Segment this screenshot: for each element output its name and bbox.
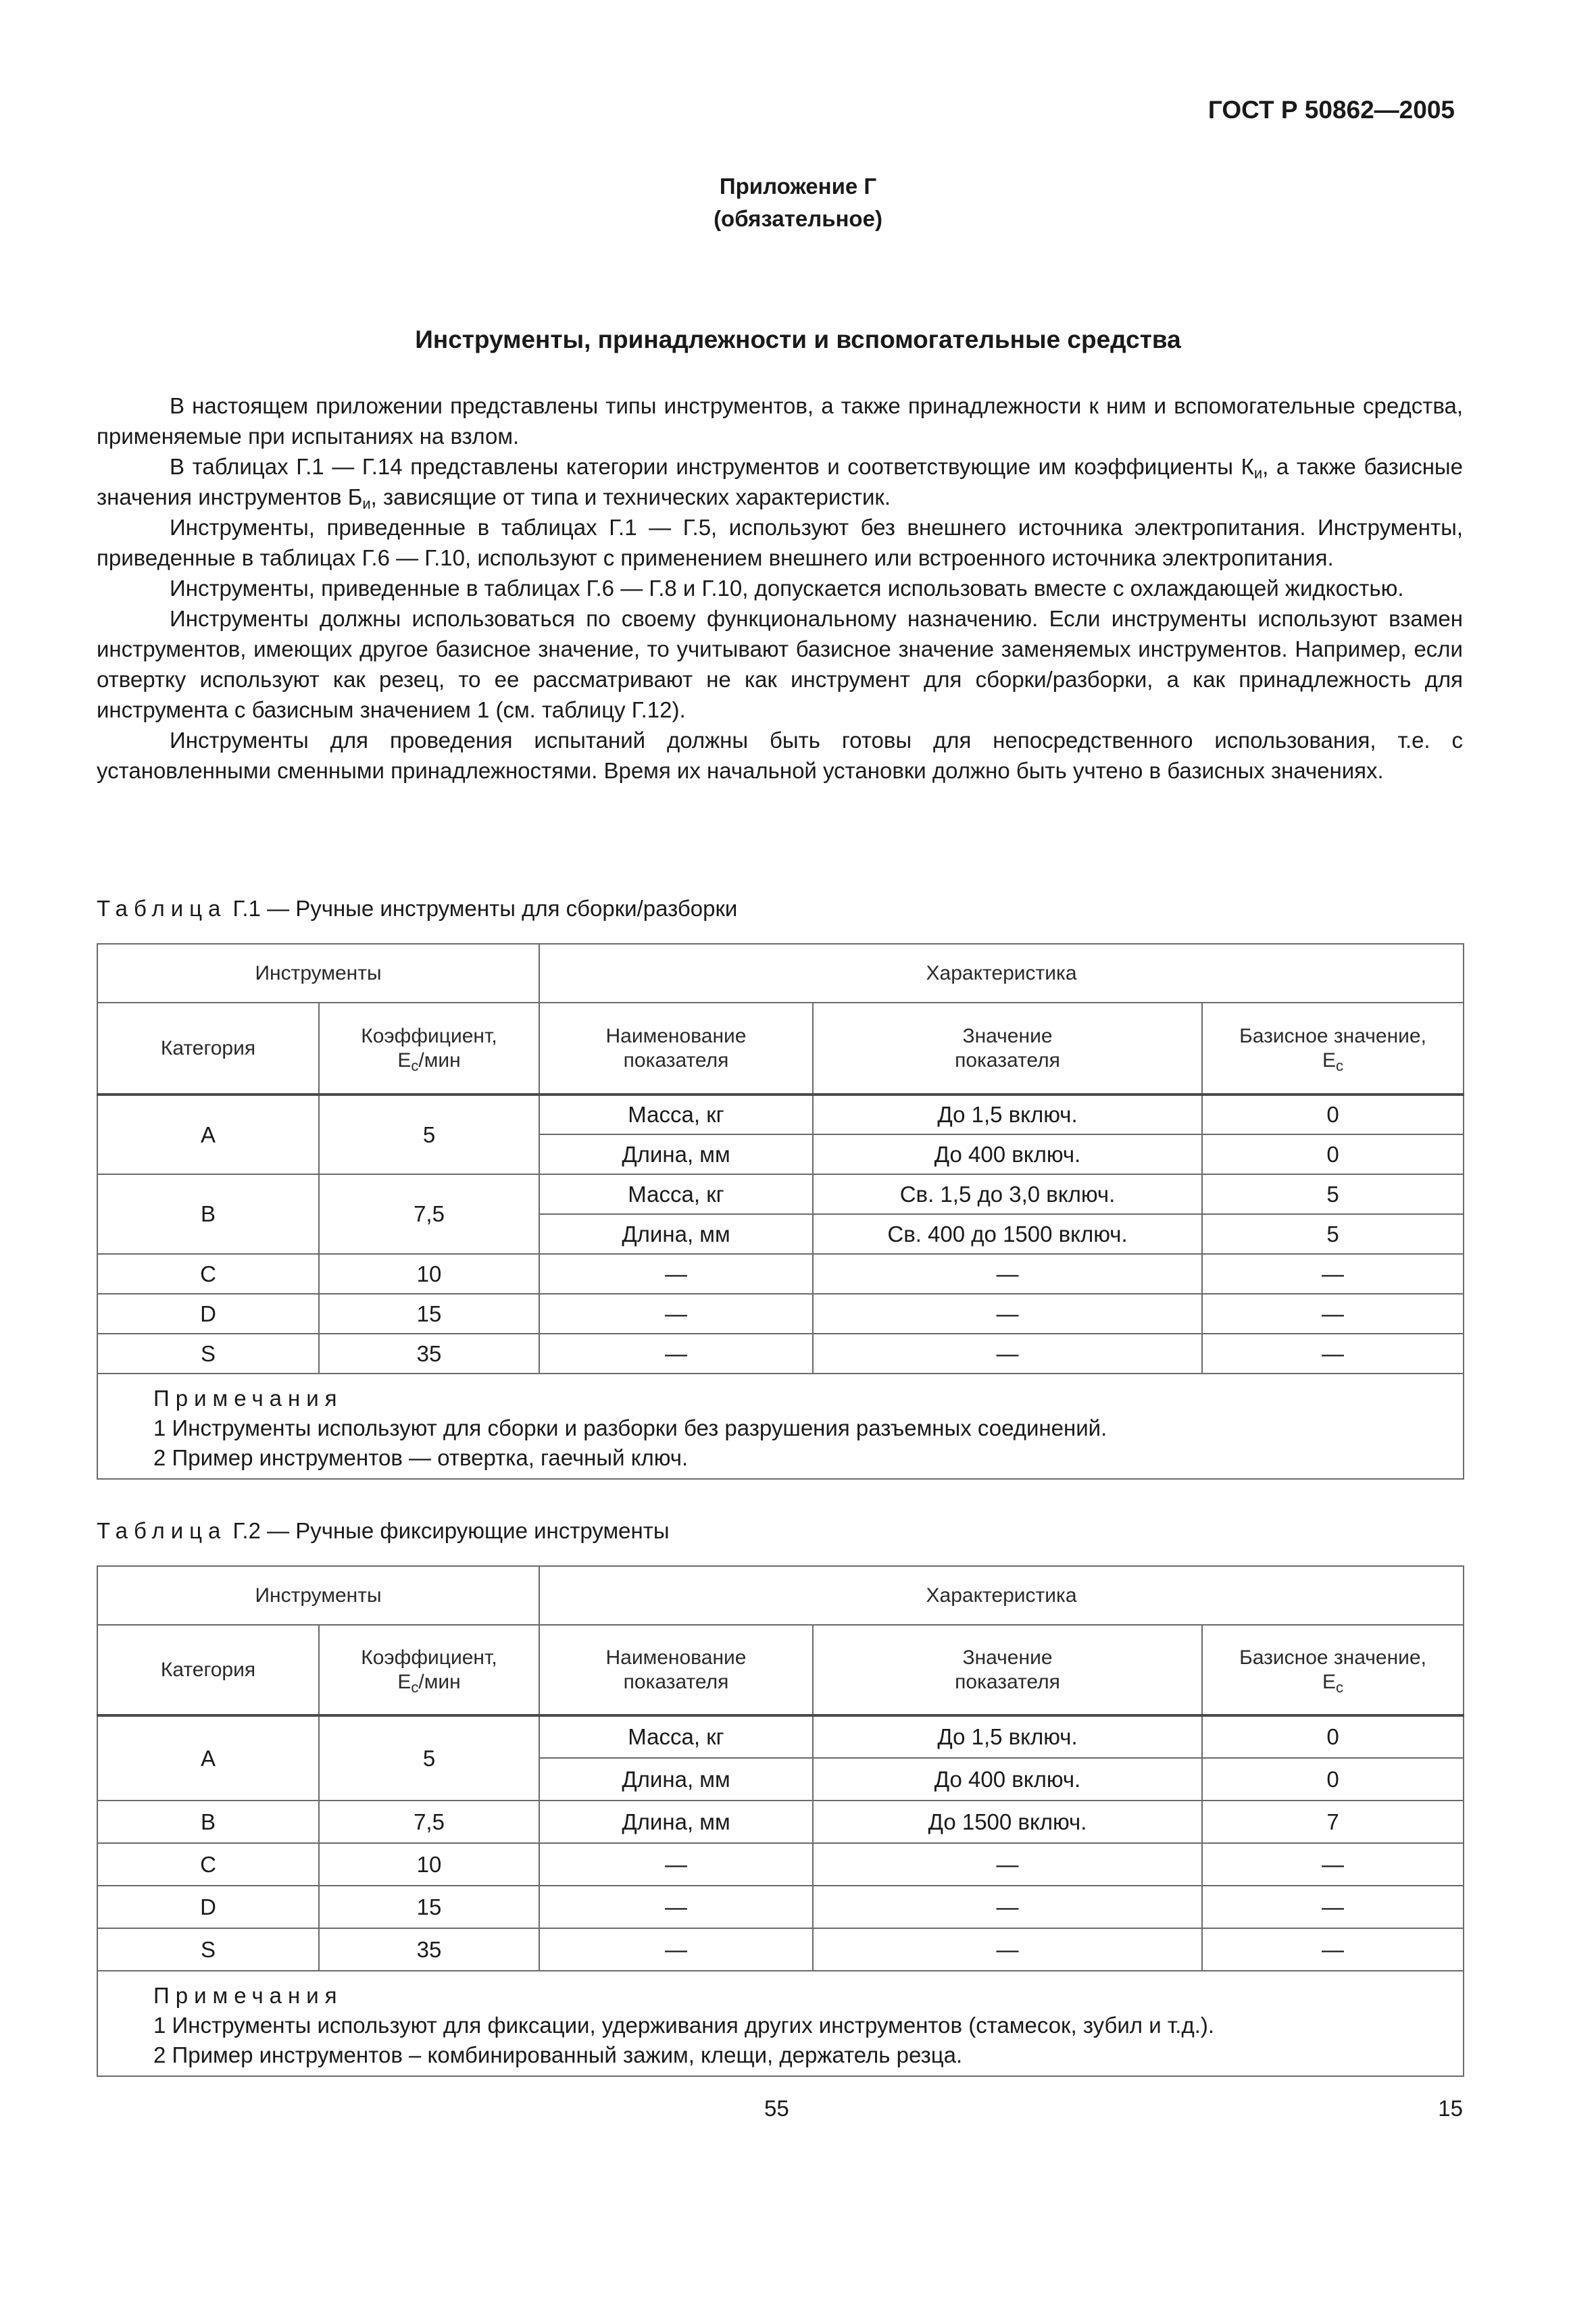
coef-cell: 7,5 <box>319 1801 539 1843</box>
coef-symbol: E <box>397 1049 412 1072</box>
table2-notes <box>97 1971 1464 2076</box>
coef-label: Коэффициент, <box>361 1646 497 1669</box>
name-line1: Наименование <box>605 1024 747 1047</box>
name-cell: Длина, мм <box>539 1134 813 1174</box>
value-line2: показателя <box>955 1049 1060 1072</box>
paragraph-2-end: , зависящие от типа и технических характеристик. <box>370 484 891 509</box>
category-cell: D <box>97 1886 319 1928</box>
category-cell: B <box>97 1174 319 1254</box>
name-cell: Длина, мм <box>539 1214 813 1254</box>
table2-header-characteristic: Характеристика <box>539 1566 1464 1625</box>
page-number-center: 55 <box>764 2096 789 2121</box>
name-cell: — <box>539 1334 813 1374</box>
coef-cell: 7,5 <box>319 1174 539 1254</box>
table1-header-coefficient <box>319 1003 539 1095</box>
name-cell: — <box>539 1254 813 1294</box>
category-cell: S <box>97 1334 319 1374</box>
page-number-right: 15 <box>1438 2096 1463 2121</box>
table2-header-category: Категория <box>97 1625 319 1715</box>
name-cell: Длина, мм <box>539 1758 813 1801</box>
table1-header-category: Категория <box>97 1003 319 1095</box>
value-cell: — <box>813 1294 1202 1334</box>
name-cell: Длина, мм <box>539 1801 813 1843</box>
paragraph-6: Инструменты для проведения испытаний должны быть готовы для непосредственного использования, т.е. с установленными сменными принадлежностями. Время их начальной установки должно быть учтено в базисных значениях. <box>97 728 1463 783</box>
table2-header-coefficient <box>319 1625 539 1715</box>
base-cell: 0 <box>1202 1095 1464 1134</box>
category-cell: C <box>97 1254 319 1294</box>
table2-header-base <box>1202 1625 1464 1715</box>
value-line1: Значение <box>962 1024 1053 1047</box>
base-line1: Базисное значение, <box>1239 1024 1426 1047</box>
paragraph-4: Инструменты, приведенные в таблицах Г.6 — Г.8 и Г.10, допускается использовать вместе с охлаждающей жидкостью. <box>170 576 1404 601</box>
name-cell: Масса, кг <box>539 1174 813 1214</box>
table-row <box>97 1254 1464 1294</box>
table1-header-name <box>539 1003 813 1095</box>
name-line1: Наименование <box>605 1646 747 1669</box>
table2-header-row2 <box>97 1625 1464 1715</box>
table-row <box>97 1294 1464 1334</box>
table1-header-row2 <box>97 1003 1464 1095</box>
k-subscript: и <box>1253 465 1263 482</box>
note-1: 1 Инструменты используют для сборки и разборки без разрушения разъемных соединений. <box>153 1415 1107 1440</box>
name-cell: Масса, кг <box>539 1715 813 1758</box>
base-cell: — <box>1202 1843 1464 1886</box>
value-cell: До 400 включ. <box>813 1134 1202 1174</box>
value-cell: До 1,5 включ. <box>813 1715 1202 1758</box>
table1-notes <box>97 1374 1464 1479</box>
value-cell: До 1500 включ. <box>813 1801 1202 1843</box>
table1-caption <box>97 896 737 922</box>
base-subscript: c <box>1336 1678 1344 1696</box>
table-row <box>97 1843 1464 1886</box>
base-cell: 0 <box>1202 1134 1464 1174</box>
table-row <box>97 1928 1464 1971</box>
name-cell: — <box>539 1886 813 1928</box>
value-line1: Значение <box>962 1646 1053 1669</box>
paragraph-5: Инструменты должны использоваться по своему функциональному назначению. Если инструменты используют взамен инструментов, имеющих другое базисное значение, то учитывают базисное значение заменяемых инструментов. Например, если отвертку используют как резец, то ее рассматривают не как инструмент для сборки/разборки, а как принадлежность для инструмента с базисным значением 1 (см. таблицу Г.12). <box>97 606 1463 722</box>
annex-status: (обязательное) <box>714 206 882 231</box>
category-cell: C <box>97 1843 319 1886</box>
coef-cell: 10 <box>319 1843 539 1886</box>
category-cell: A <box>97 1715 319 1801</box>
table2-caption <box>97 1518 670 1544</box>
base-symbol: E <box>1322 1049 1337 1072</box>
standard-code: ГОСТ Р 50862—2005 <box>1207 96 1455 124</box>
base-symbol: E <box>1322 1670 1337 1693</box>
name-line2: показателя <box>623 1049 729 1072</box>
table1-caption-text: Г.1 — Ручные инструменты для сборки/разборки <box>226 896 738 921</box>
value-cell: — <box>813 1334 1202 1374</box>
table2-caption-label: Таблица <box>97 1518 227 1543</box>
base-cell: — <box>1202 1254 1464 1294</box>
table2-notes-row <box>97 1971 1464 2076</box>
table1-notes-row <box>97 1374 1464 1479</box>
table1 <box>97 943 1464 1480</box>
table2-caption-text: Г.2 — Ручные фиксирующие инструменты <box>226 1518 670 1543</box>
category-cell: B <box>97 1801 319 1843</box>
coef-cell: 15 <box>319 1886 539 1928</box>
value-cell: Св. 1,5 до 3,0 включ. <box>813 1174 1202 1214</box>
base-subscript: c <box>1336 1057 1344 1074</box>
paragraph-3: Инструменты, приведенные в таблицах Г.1 — Г.5, используют без внешнего источника электропитания. Инструменты, приведенные в таблицах Г.6 — Г.10, используют с применением внешнего или встроенного источника электропитания. <box>97 515 1463 570</box>
value-cell: Св. 400 до 1500 включ. <box>813 1214 1202 1254</box>
coef-cell: 5 <box>319 1715 539 1801</box>
notes-title: Примечания <box>153 1983 343 2008</box>
base-cell: 5 <box>1202 1174 1464 1214</box>
body-text <box>97 391 1463 786</box>
coef-unit: /мин <box>418 1049 461 1072</box>
name-cell: — <box>539 1928 813 1971</box>
coef-label: Коэффициент, <box>361 1024 497 1047</box>
table2-header-instruments: Инструменты <box>97 1566 539 1625</box>
coef-subscript: c <box>411 1057 419 1074</box>
coef-cell: 15 <box>319 1294 539 1334</box>
base-line1: Базисное значение, <box>1239 1646 1426 1669</box>
coef-cell: 10 <box>319 1254 539 1294</box>
value-line2: показателя <box>955 1670 1060 1693</box>
note-1: 1 Инструменты используют для фиксации, удерживания других инструментов (стамесок, зубил и т.д.). <box>153 2013 1215 2038</box>
base-cell: — <box>1202 1928 1464 1971</box>
paragraph-1: В настоящем приложении представлены типы инструментов, а также принадлежности к ним и вспомогательные средства, применяемые при испытаниях на взлом. <box>97 393 1463 449</box>
value-cell: — <box>813 1254 1202 1294</box>
base-cell: — <box>1202 1334 1464 1374</box>
table1-header-instruments: Инструменты <box>97 944 539 1003</box>
table-row <box>97 1334 1464 1374</box>
table1-header-base <box>1202 1003 1464 1095</box>
note-2: 2 Пример инструментов – комбинированный зажим, клещи, держатель резца. <box>153 2042 963 2067</box>
name-cell: Масса, кг <box>539 1095 813 1134</box>
b-subscript: и <box>362 495 371 512</box>
coef-cell: 5 <box>319 1095 539 1174</box>
value-cell: — <box>813 1843 1202 1886</box>
table2-header-value <box>813 1625 1202 1715</box>
notes-title: Примечания <box>153 1386 343 1411</box>
annex-title: Приложение Г <box>719 174 877 199</box>
table1-caption-label: Таблица <box>97 896 227 921</box>
note-2: 2 Пример инструментов — отвертка, гаечный ключ. <box>153 1445 689 1470</box>
table-row <box>97 1174 1464 1214</box>
base-cell: — <box>1202 1294 1464 1334</box>
name-cell: — <box>539 1294 813 1334</box>
value-cell: — <box>813 1928 1202 1971</box>
base-cell: 0 <box>1202 1758 1464 1801</box>
coef-unit: /мин <box>418 1670 461 1693</box>
category-cell: S <box>97 1928 319 1971</box>
coef-subscript: c <box>411 1678 419 1696</box>
paragraph-2-mid: , а также базисные значения инструментов <box>97 454 1463 509</box>
category-cell: A <box>97 1095 319 1174</box>
table1-header-characteristic: Характеристика <box>539 944 1464 1003</box>
table2-header-name <box>539 1625 813 1715</box>
k-symbol: К <box>1241 454 1254 479</box>
base-cell: 7 <box>1202 1801 1464 1843</box>
table-row <box>97 1886 1464 1928</box>
table-row <box>97 1715 1464 1758</box>
coef-cell: 35 <box>319 1334 539 1374</box>
annex-heading <box>0 170 1596 235</box>
name-line2: показателя <box>623 1670 729 1693</box>
coef-cell: 35 <box>319 1928 539 1971</box>
paragraph-2-start: В таблицах Г.1 — Г.14 представлены категории инструментов и соответствующие им коэффициенты <box>170 454 1233 479</box>
value-cell: До 400 включ. <box>813 1758 1202 1801</box>
table1-header-value <box>813 1003 1202 1095</box>
coef-symbol: E <box>397 1670 412 1693</box>
value-cell: До 1,5 включ. <box>813 1095 1202 1134</box>
table1-header-row1 <box>97 944 1464 1003</box>
base-cell: — <box>1202 1886 1464 1928</box>
base-cell: 0 <box>1202 1715 1464 1758</box>
table-row <box>97 1095 1464 1134</box>
base-cell: 5 <box>1202 1214 1464 1254</box>
category-cell: D <box>97 1294 319 1334</box>
table2-header-row1 <box>97 1566 1464 1625</box>
section-title: Инструменты, принадлежности и вспомогательные средства <box>415 326 1181 353</box>
paragraph-2 <box>97 451 1463 512</box>
table2 <box>97 1565 1464 2077</box>
name-cell: — <box>539 1843 813 1886</box>
value-cell: — <box>813 1886 1202 1928</box>
b-symbol: Б <box>347 484 363 509</box>
table-row <box>97 1801 1464 1843</box>
